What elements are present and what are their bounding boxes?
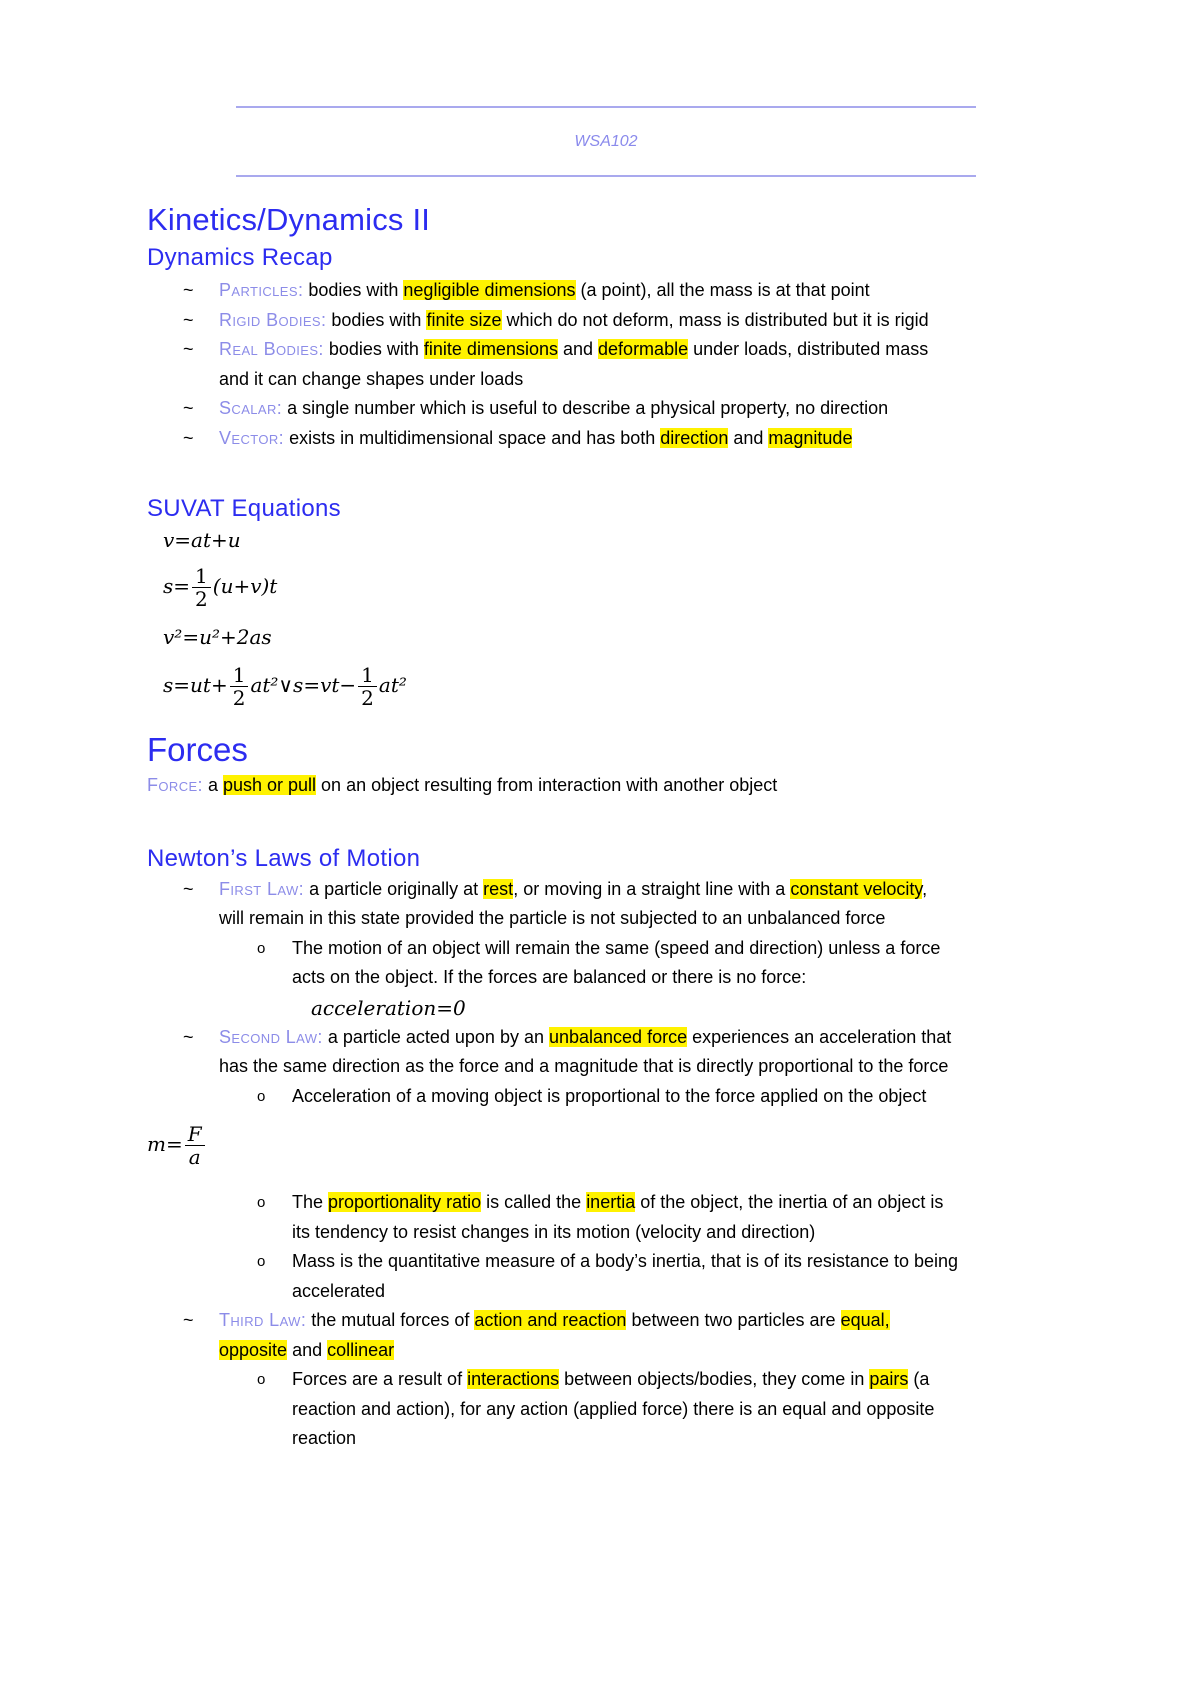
section-heading-newton: Newton’s Laws of Motion: [147, 844, 421, 872]
header-rule-bottom: [236, 175, 976, 177]
sub-list-item: o The proportionality ratio is called the inertia of the object, the inertia of an object is its tendency to resist changes in its motion (velocity and direction): [147, 1188, 1067, 1247]
section-heading-forces: Forces: [147, 731, 248, 768]
circle-bullet: o: [257, 1087, 266, 1105]
sub-list-item: o Forces are a result of interactions between objects/bodies, they come in pairs (a reaction and action), for any action (applied force) there is an equal and opposite reaction: [147, 1365, 1067, 1454]
equation-4: s=ut+ $\frac{1}{2}$ at²∨s=vt− $\frac{1}{2}$ at²: [163, 663, 407, 710]
circle-bullet: o: [257, 939, 266, 957]
tilde-bullet: ~: [183, 309, 194, 330]
list-item: ~ Rigid Bodies: bodies with finite size which do not deform, mass is distributed but it is rigid: [147, 306, 1067, 336]
header-course-code: WSA102: [574, 133, 638, 150]
recap-list: [147, 276, 1067, 453]
equation-acceleration: acceleration=0: [311, 995, 466, 1020]
list-item-third-law: ~ Third Law: the mutual forces of action and reaction between two particles are equal, opposite and collinear: [147, 1306, 1067, 1365]
equation-3: v²=u²+2as: [163, 625, 272, 649]
tilde-bullet: ~: [183, 1026, 194, 1047]
list-item: ~ Real Bodies: bodies with finite dimensions and deformable under loads, distributed mass and it can change shapes under loads: [147, 335, 1067, 394]
section-heading-suvat: SUVAT Equations: [147, 495, 341, 522]
list-item-first-law: ~ First Law: a particle originally at rest, or moving in a straight line with a constant velocity, will remain in this state provided the particle is not subjected to an unbalanced force: [147, 875, 1067, 934]
equation-2: s= $\frac{1}{2}$ (u+v)t: [163, 564, 278, 611]
equation-1: v=at+u: [163, 528, 241, 552]
tilde-bullet: ~: [183, 427, 194, 448]
header-rule-top: [236, 106, 976, 108]
circle-bullet: o: [257, 1371, 266, 1388]
list-item: ~ Vector: exists in multidimensional space and has both direction and magnitude: [147, 424, 1067, 454]
list-item: ~ Scalar: a single number which is useful to describe a physical property, no direction: [147, 394, 1067, 424]
page-title: Kinetics/Dynamics II: [147, 202, 431, 237]
section-heading-recap: Dynamics Recap: [147, 244, 333, 271]
equation-mass: m= $\frac{F}{a}$: [147, 1123, 1067, 1168]
circle-bullet: o: [257, 1253, 266, 1270]
document-body: [147, 200, 1067, 1454]
suvat-equations: [147, 525, 1067, 709]
tilde-bullet: ~: [183, 339, 194, 359]
tilde-bullet: ~: [183, 280, 194, 300]
sub-list-item: o Acceleration of a moving object is proportional to the force applied on the object: [147, 1082, 1067, 1112]
list-item-second-law: ~ Second Law: a particle acted upon by an unbalanced force experiences an acceleration that has the same direction as the force and a magnitude that is directly proportional to the force: [147, 1023, 1067, 1082]
circle-bullet: o: [257, 1194, 266, 1211]
sub-list-item: o The motion of an object will remain the same (speed and direction) unless a force acts on the object. If the forces are balanced or there is no force:: [147, 934, 1067, 993]
sub-list-item: o Mass is the quantitative measure of a body’s inertia, that is of its resistance to being accelerated: [147, 1247, 1067, 1306]
tilde-bullet: ~: [183, 398, 194, 418]
tilde-bullet: ~: [183, 1310, 194, 1330]
tilde-bullet: ~: [183, 878, 194, 899]
forces-definition: Force: a push or pull on an object resulting from interaction with another object: [147, 775, 778, 795]
list-item: ~ Particles: bodies with negligible dimensions (a point), all the mass is at that point: [147, 276, 1067, 306]
